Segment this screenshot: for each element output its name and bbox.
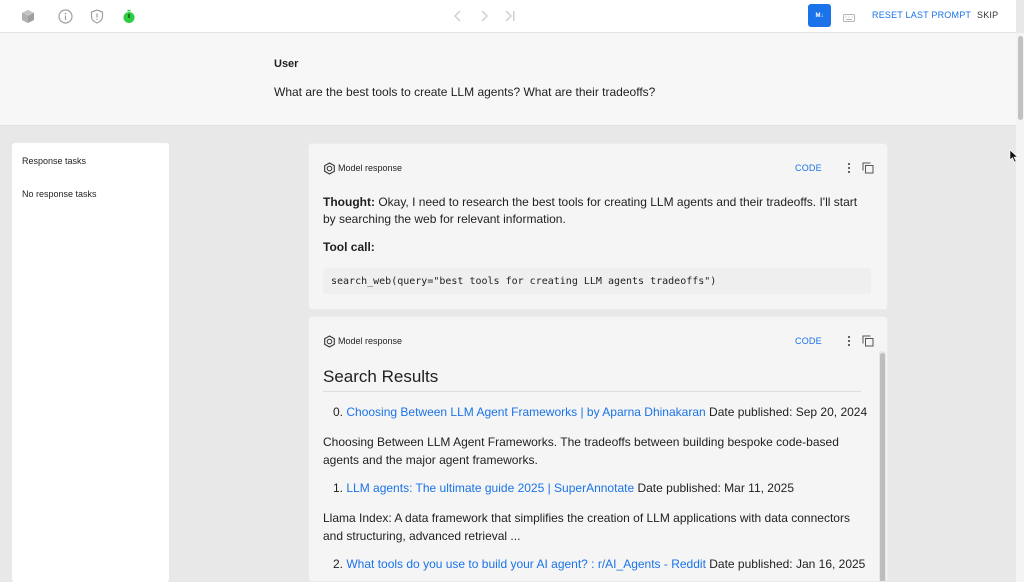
code-button[interactable]: CODE — [795, 336, 822, 346]
search-result-item — [333, 557, 865, 571]
shield-alert-icon[interactable] — [89, 8, 105, 24]
result-description: Choosing Between LLM Agent Frameworks. The tradeoffs between building bespoke code-based agents and the major agent frameworks. — [323, 435, 839, 467]
result-link[interactable]: What tools do you use to build your AI agent? : r/AI_Agents - Reddit — [346, 557, 706, 571]
result-number: 1. — [333, 481, 344, 495]
prev-arrow-icon[interactable] — [450, 8, 466, 24]
search-result-item — [333, 481, 794, 495]
response-tasks-title: Response tasks — [22, 156, 87, 166]
model-response-card — [308, 143, 888, 310]
keyboard-icon[interactable] — [843, 10, 855, 22]
tool-call-label: Tool call: — [323, 240, 375, 254]
result-date: Date published: Jan 16, 2025 — [705, 557, 866, 571]
code-button[interactable]: CODE — [795, 163, 822, 173]
mouse-cursor-icon — [1009, 149, 1019, 163]
heading-divider — [323, 391, 861, 392]
user-prompt-text: What are the best tools to create LLM agents? What are their tradeoffs? — [274, 85, 656, 99]
user-label: User — [274, 58, 299, 70]
next-arrow-icon[interactable] — [476, 8, 492, 24]
skip-to-end-icon[interactable] — [502, 8, 518, 24]
more-options-icon[interactable] — [846, 161, 852, 175]
no-response-tasks-text: No response tasks — [22, 189, 97, 199]
cube-logo-icon[interactable] — [20, 8, 36, 24]
model-response-card — [308, 316, 888, 582]
search-results-heading: Search Results — [323, 367, 439, 386]
timer-icon[interactable] — [121, 8, 137, 24]
more-options-icon[interactable] — [846, 334, 852, 348]
search-result-item — [333, 405, 867, 419]
result-date: Date published: Mar 11, 2025 — [634, 481, 795, 495]
tool-call-code: search_web(query="best tools for creating LLM agents tradeoffs") — [323, 268, 871, 294]
result-description: Llama Index: A data framework that simplifies the creation of LLM applications with data connectors and structuring, advanced retrieval ... — [323, 511, 850, 543]
markdown-toggle-button[interactable] — [808, 4, 831, 27]
result-number: 2. — [333, 557, 344, 571]
page-scrollbar-thumb[interactable] — [1018, 36, 1023, 120]
response-tasks-panel — [12, 143, 169, 582]
model-logo-icon — [323, 162, 336, 175]
skip-button[interactable]: SKIP — [977, 10, 999, 20]
reset-last-prompt-button[interactable]: RESET LAST PROMPT — [872, 10, 972, 20]
model-response-header — [323, 334, 402, 348]
result-date: Date published: Sep 20, 2024 — [705, 405, 868, 419]
card-scrollbar-thumb[interactable] — [880, 353, 885, 582]
user-prompt-area — [0, 33, 1016, 126]
thought-body: Okay, I need to research the best tools for creating LLM agents and their tradeoffs. I'll start by searching the web for relevant information. — [323, 195, 858, 226]
result-link[interactable]: Choosing Between LLM Agent Frameworks | by Aparna Dhinakaran — [346, 405, 706, 419]
model-logo-icon — [323, 335, 336, 348]
result-link[interactable]: LLM agents: The ultimate guide 2025 | SuperAnnotate — [346, 481, 635, 495]
top-toolbar — [0, 0, 1016, 33]
model-response-label: Model response — [338, 163, 403, 173]
copy-icon[interactable] — [862, 161, 876, 175]
copy-icon[interactable] — [862, 334, 876, 348]
model-response-header — [323, 161, 402, 175]
thought-text — [323, 194, 873, 228]
result-number: 0. — [333, 405, 344, 419]
thought-label: Thought: — [323, 195, 375, 209]
markdown-icon: M↓ — [815, 12, 824, 19]
info-icon[interactable] — [57, 8, 73, 24]
model-response-label: Model response — [338, 336, 403, 346]
